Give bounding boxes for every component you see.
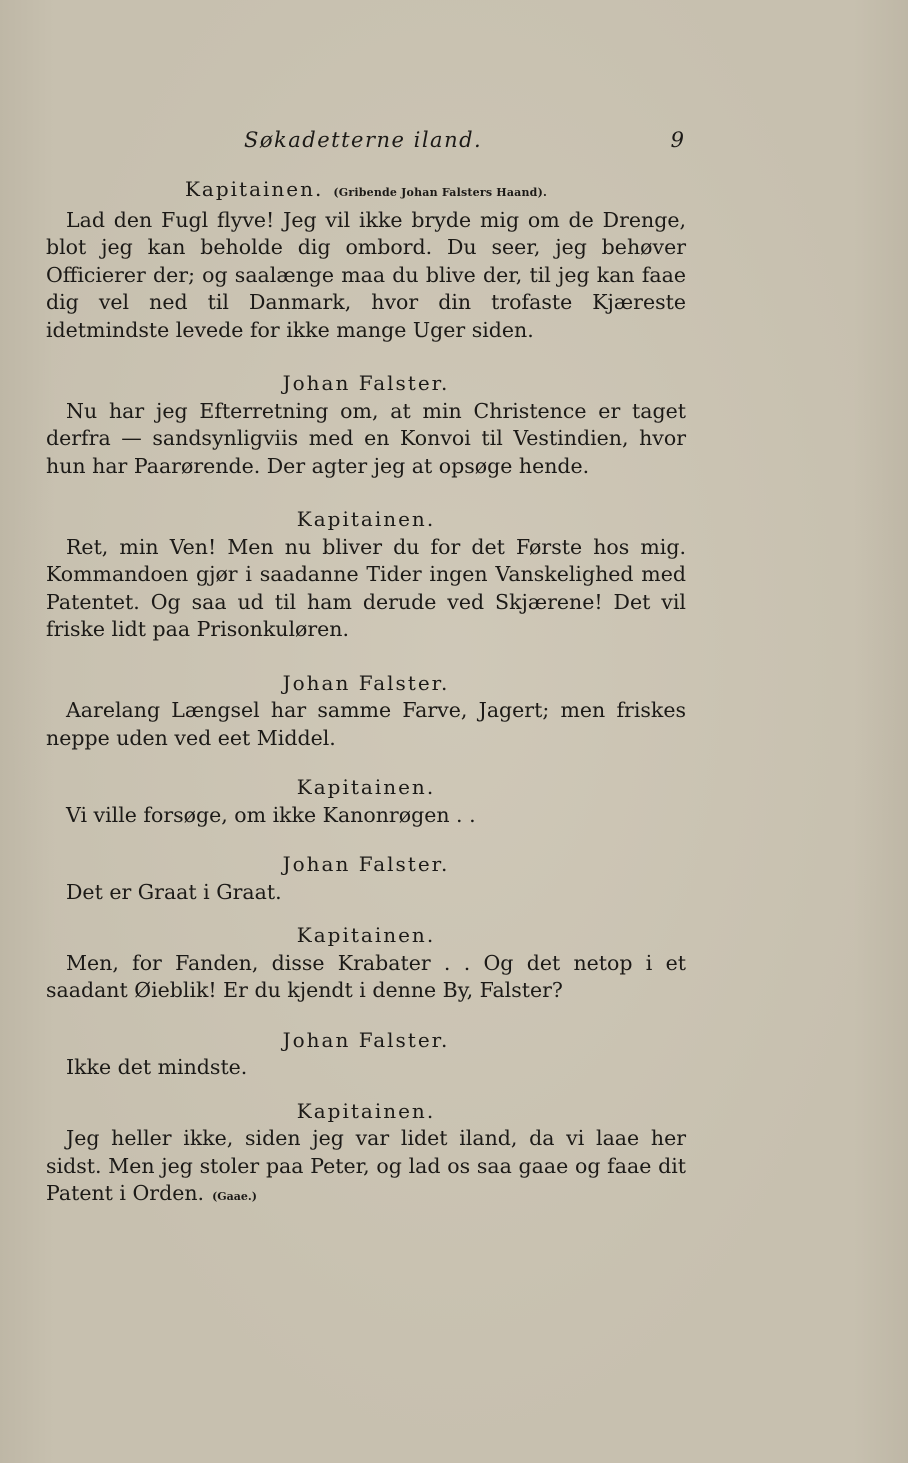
speaker-heading: Kapitainen.	[296, 507, 436, 531]
speaker-heading: Kapitainen.	[296, 775, 436, 799]
speech-text: Vi ville forsøge, om ikke Kanonrøgen . .	[66, 802, 476, 827]
speaker-heading: Kapitainen.	[296, 1098, 436, 1123]
speaker-heading: Kapitainen.	[296, 923, 436, 947]
speaker-name: Kapitainen.	[184, 177, 324, 201]
stage-direction: (Gaae.)	[212, 1190, 257, 1203]
speech-text: Aarelang Længsel har samme Farve, Jagert; men friskes neppe uden ved eet Middel.	[46, 698, 686, 750]
running-title: Søkadetterne iland.	[244, 128, 483, 152]
speech-text: Det er Graat i Graat.	[66, 879, 282, 904]
speech-body: Jeg heller ikke, siden jeg var lidet iland, da vi laae her sidst. Men jeg stoler paa Peter, og lad os saa gaae og faae dit Patent i Orden.	[46, 1126, 686, 1205]
speaker-heading	[46, 176, 686, 207]
speech-text: Men, for Fanden, disse Krabater . . Og det netop i et saadant Øieblik! Er du kjendt i denne By, Falster?	[46, 950, 686, 1002]
page-number: 9	[670, 128, 684, 152]
speaker-heading: Johan Falster.	[282, 1027, 450, 1052]
page-header	[46, 128, 686, 158]
speech-text: Nu har jeg Efterretning om, at min Christence er taget derfra — sandsynligviis med en Konvoi til Vestindien, hvor hun har Paarørende. Der agter jeg at opsøge hende.	[46, 398, 686, 478]
speaker-heading: Johan Falster.	[282, 371, 450, 395]
speaker-heading: Johan Falster.	[282, 670, 450, 695]
speaker-heading: Johan Falster.	[282, 852, 450, 876]
speech-text: Ret, min Ven! Men nu bliver du for det Første hos mig. Kommandoen gjør i saadanne Tider ingen Vanskelighed med Patentet. Og saa ud til ham derude ved Skjærene! Det vil friske lidt paa Prisonkuløren.	[46, 534, 686, 641]
stage-direction: (Gribende Johan Falsters Haand).	[333, 186, 548, 199]
speech-text	[46, 1125, 686, 1211]
speech-text: Lad den Fugl flyve! Jeg vil ikke bryde mig om de Drenge, blot jeg kan beholde dig ombord. Du seer, jeg behøver Officierer der; og saalænge maa du blive der, til jeg kan faae dig vel ned til Danmark, hvor din trofaste Kjæreste idetmindste levede for ikke mange Uger siden.	[46, 207, 686, 342]
speech-text: Ikke det mindste.	[66, 1055, 248, 1079]
play-text	[46, 176, 686, 1211]
